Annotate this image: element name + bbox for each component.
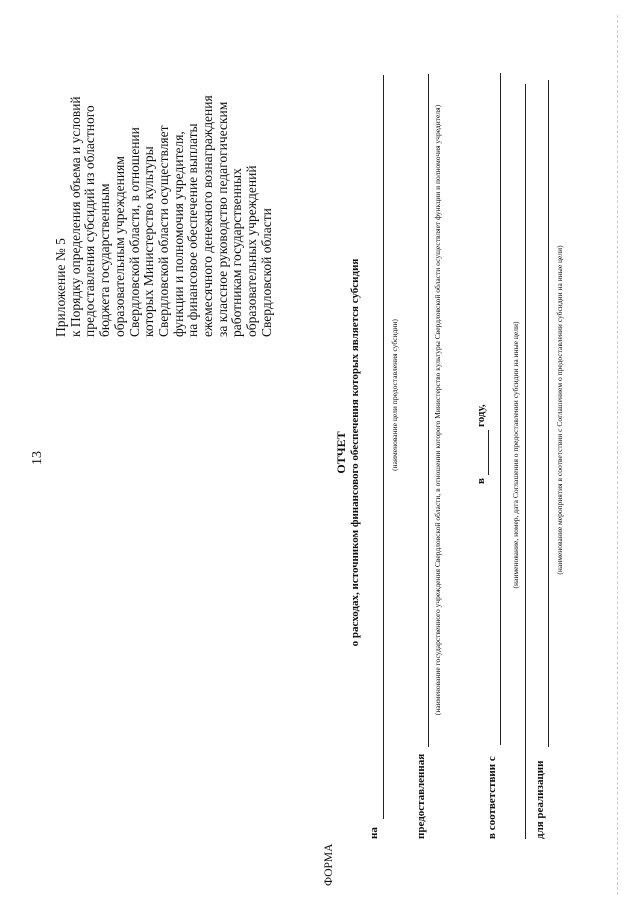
provided-label: предоставленная [415,753,427,839]
appendix-line: Свердловской области [258,208,274,337]
appendix-line: на финансовое обеспечение выплаты [185,123,201,337]
appendix-line: образовательных учреждений [244,165,260,337]
na-fill-line [383,75,384,819]
na-caption: (наименование цели предоставления субсидии) [390,319,399,471]
provided-caption: (наименование государственного учреждения Свердловской области, в отношении которого Министерство культуры Свердловской области осуществляет функции и полномочия учредителя) [433,104,442,716]
appendix-line: ежемесячного денежного вознаграждения [200,95,216,337]
appendix-line: бюджета государственным [97,183,113,337]
appendix-line: образовательным учреждениям [111,156,127,337]
for-realization-fill-line [548,80,549,747]
na-label: на [368,827,380,839]
according-fill-line-1 [500,73,501,745]
year-fill-line [488,430,489,475]
appendix-line: предоставления субсидий из областного [82,105,98,337]
according-label: в соответствии с [486,756,498,839]
for-realization-caption: (наименование мероприятия в соответствии с Соглашением о предоставлении субсидии на иные цели) [555,245,564,575]
scan-edge-line [617,15,618,895]
report-subtitle: о расходах, источником финансового обеспечения которых является субсидия [349,258,361,647]
according-caption: (наименование, номер, дата Соглашения о предоставлении субсидии на иные цели) [511,321,520,589]
appendix-line: работникам государственных [229,168,245,337]
form-label: ФОРМА [323,843,335,886]
appendix-block [54,17,275,337]
page-number: 13 [30,451,45,465]
provided-fill-line [428,74,429,747]
appendix-line: Свердловской области, в отношении [126,127,142,337]
appendix-line: к Порядку определения объема и условий [67,96,83,337]
year-prefix: в [475,478,487,484]
report-title: ОТЧЕТ [334,431,348,474]
appendix-line: функции и полномочия учредителя, [170,131,186,337]
according-fill-line-2 [525,84,526,839]
appendix-line: Свердловской области осуществляет [155,125,171,337]
appendix-line: которых Министерство культуры [141,146,157,337]
for-realization-label: для реализации [534,760,546,839]
appendix-line: Приложение № 5 [53,238,68,337]
appendix-line: за классное руководство педагогическим [214,101,230,337]
year-suffix: году, [475,404,487,427]
